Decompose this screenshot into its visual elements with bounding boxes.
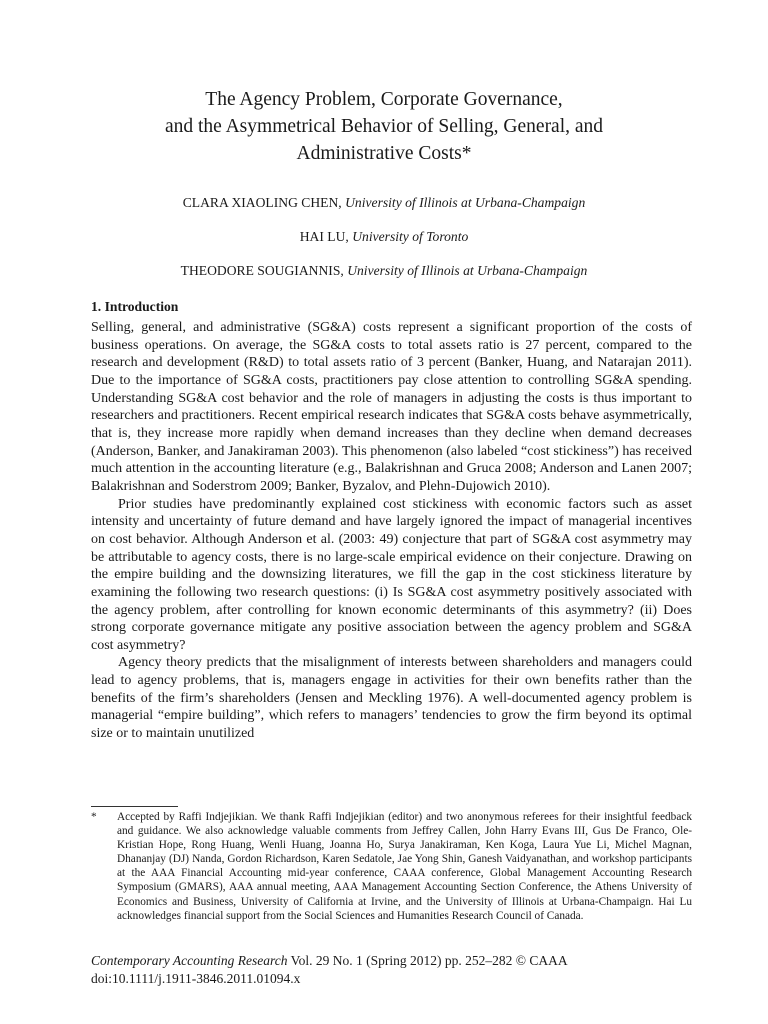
author-2 <box>90 229 678 245</box>
journal-citation <box>91 952 692 988</box>
footnote-text: Accepted by Raffi Indjejikian. We thank Raffi Indjejikian (editor) and two anonymous referees for their insightful feedback and guidance. We also acknowledge valuable comments from Jeffrey Callen, John Harry Evans III, Gus De Franco, Ole-Kristian Hope, Rong Huang, Wenli Huang, Joanna Ho, Surya Janakiraman, Ken Koga, Laura Yue Li, Michel Magnan, Dhananjay (DJ) Nanda, Gordon Richardson, Karen Sedatole, Jae Yong Shin, Ganesh Vaidyanathan, and workshop participants at the AAA Financial Accounting mid-year conference, CAAA conference, Global Management Accounting Research Symposium (GMARS), AAA annual meeting, AAA Management Accounting Section Conference, the Athens University of Economics and Business, University of California at Irvine, and the University of Illinois at Urbana-Champaign. Hai Lu acknowledges financial support from the Social Sciences and Humanities Research Council of Canada. <box>117 811 692 922</box>
footnote-mark: * <box>91 811 97 823</box>
footnote-divider <box>91 806 178 807</box>
journal-doi: doi:10.1111/j.1911-3846.2011.01094.x <box>91 971 301 986</box>
section-heading: 1. Introduction <box>91 299 179 314</box>
author-affiliation: University of Toronto <box>352 229 469 244</box>
paragraph-1: Selling, general, and administrative (SG&A) costs represent a significant proportion of the costs of business operations. On average, the SG&A costs to total assets ratio is 27 percent, compared to the research and development (R&D) to total assets ratio of 3 percent (Banker, Huang, and Natarajan 2011). Due to the importance of SG&A costs, practitioners pay close attention to controlling SG&A spending. Understanding SG&A cost behavior and the role of managers in adjusting the costs is thus important to researchers and practitioners. Recent empirical research indicates that SG&A costs behave asymmetrically, that is, they increase more rapidly when demand increases than they decline when demand decreases (Anderson, Banker, and Janakiraman 2003). This phenomenon (also labeled “cost stickiness”) has received much attention in the accounting literature (e.g., Balakrishnan and Gruca 2008; Anderson and Lanen 2007; Balakrishnan and Soderstrom 2009; Banker, Byzalov, and Plehn-Dujowich 2010). <box>91 320 692 494</box>
author-name: CLARA XIAOLING CHEN, <box>182 195 342 210</box>
author-affiliation: University of Illinois at Urbana-Champaign <box>347 263 588 278</box>
title-line-1: The Agency Problem, Corporate Governance, <box>205 89 563 110</box>
author-name: HAI LU, <box>299 229 349 244</box>
journal-volume: Vol. 29 No. 1 (Spring 2012) pp. 252–282 © CAAA <box>290 953 568 968</box>
paragraph-3: Agency theory predicts that the misalignment of interests between shareholders and managers could lead to agency problems, that is, managers engage in activities for their own benefits rather than the benefits of the firm’s shareholders (Jensen and Meckling 1976). A well-documented agency problem is managerial “empire building”, which refers to managers’ tendencies to grow the firm beyond its optimal size or to maintain unutilized <box>91 655 692 742</box>
section-body <box>91 319 692 743</box>
footnote <box>91 810 692 923</box>
title-line-3: Administrative Costs* <box>296 143 472 164</box>
title-line-2: and the Asymmetrical Behavior of Selling, General, and <box>164 116 604 137</box>
journal-name: Contemporary Accounting Research <box>91 953 288 968</box>
paper-title <box>90 86 678 167</box>
author-affiliation: University of Illinois at Urbana-Champaign <box>345 195 586 210</box>
author-1 <box>90 195 678 211</box>
paragraph-2: Prior studies have predominantly explained cost stickiness with economic factors such as asset intensity and uncertainty of future demand and have largely ignored the impact of managerial incentives on cost behavior. Although Anderson et al. (2003: 49) conjecture that part of SG&A cost asymmetry may be attributable to agency costs, there is no large-scale empirical evidence on their conjecture. Drawing on the empire building and the downsizing literatures, we fill the gap in the cost stickiness literature by examining the following two research questions: (i) Is SG&A cost asymmetry positively associated with the agency problem, after controlling for known economic determinants of this asymmetry? (ii) Does strong corporate governance mitigate any positive association between the agency problem and SG&A cost asymmetry? <box>91 496 692 653</box>
author-3 <box>90 263 678 279</box>
author-name: THEODORE SOUGIANNIS, <box>180 263 344 278</box>
